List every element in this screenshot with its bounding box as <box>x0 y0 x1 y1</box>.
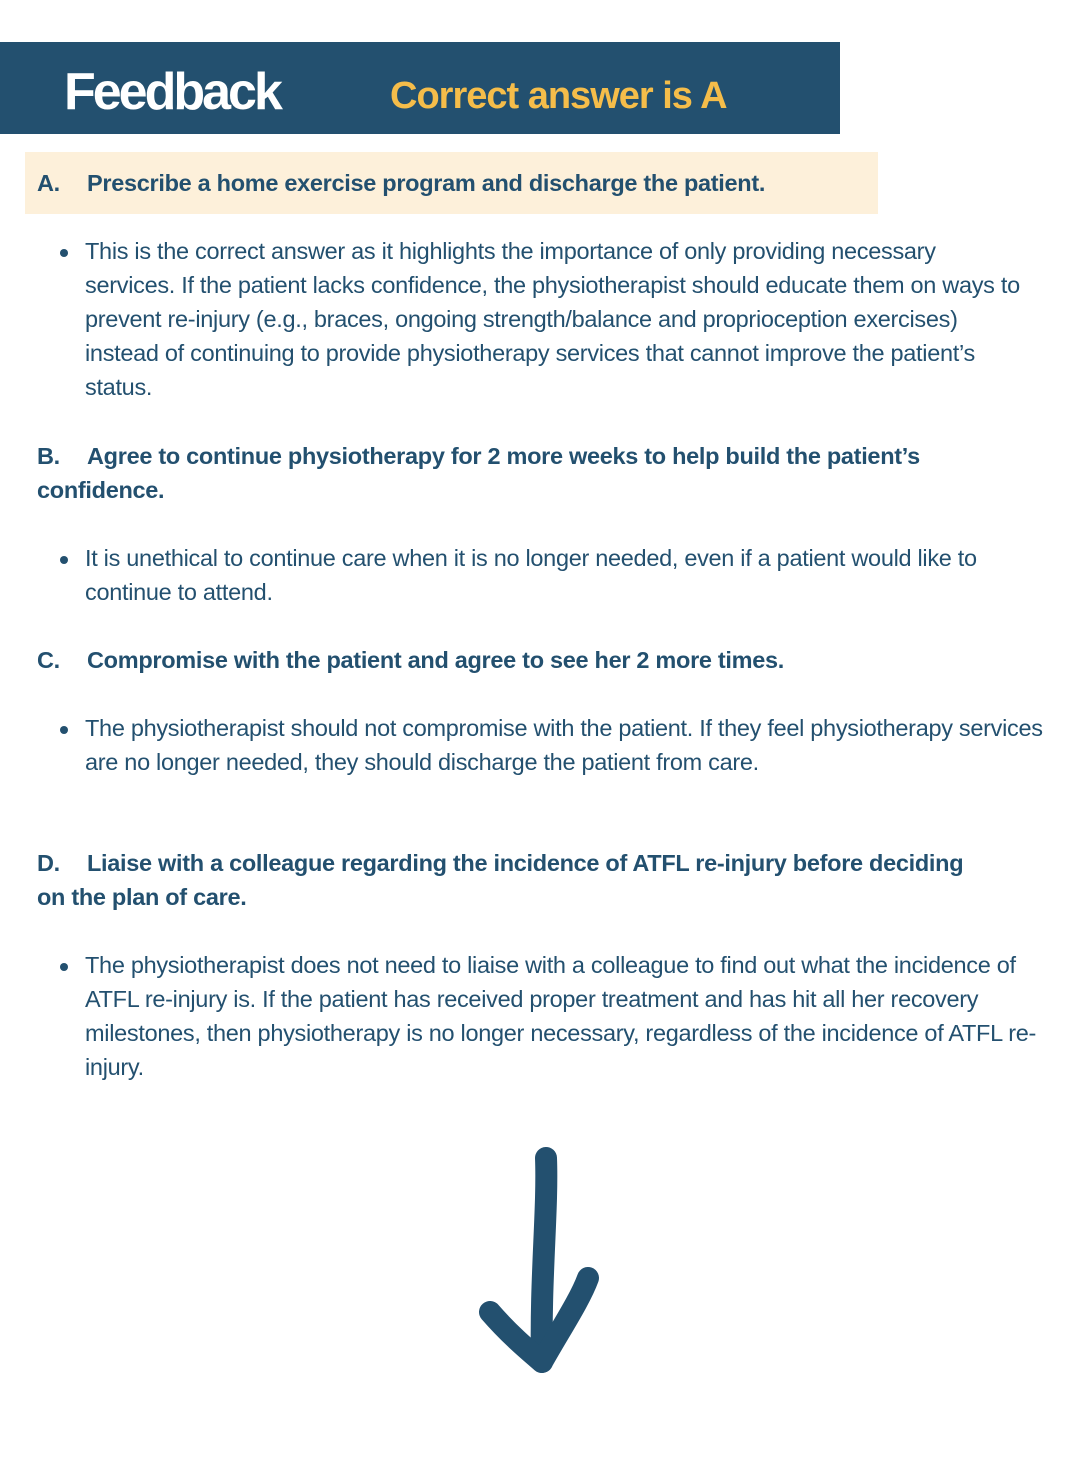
option-letter: D. <box>37 850 60 876</box>
option-c <box>37 643 1037 677</box>
option-b-feedback: It is unethical to continue care when it is no longer needed, even if a patient would like to continue to attend. <box>85 541 1005 609</box>
option-text: Agree to continue physiotherapy for 2 more weeks to help build the patient’s confidence. <box>37 443 920 503</box>
option-d-feedback: The physiotherapist does not need to liaise with a colleague to find out what the incidence of ATFL re-injury is. If the patient has received proper treatment and has hit all her recovery milestones, then physiotherapy is no longer necessary, regardless of the incidence of ATFL re-injury. <box>85 948 1053 1084</box>
option-letter: C. <box>37 647 60 673</box>
option-a <box>37 166 897 200</box>
option-text: Compromise with the patient and agree to see her 2 more times. <box>87 647 785 673</box>
option-letter: B. <box>37 443 60 469</box>
option-c-feedback: The physiotherapist should not compromise with the patient. If they feel physiotherapy services are no longer needed, they should discharge the patient from care. <box>85 711 1050 779</box>
option-letter: A. <box>37 170 60 196</box>
option-a-feedback: This is the correct answer as it highlights the importance of only providing necessary services. If the patient lacks confidence, the physiotherapist should educate them on ways to prevent re-injury (e.g., braces, ongoing strength/balance and proprioception exercises) instead of continuing to provide physiotherapy services that cannot improve the patient’s status. <box>85 234 1020 404</box>
option-d <box>37 846 987 914</box>
correct-answer-label: Correct answer is A <box>390 75 727 117</box>
option-text: Liaise with a colleague regarding the incidence of ATFL re-injury before deciding on the plan of care. <box>37 850 964 910</box>
option-b <box>37 439 1049 507</box>
down-arrow-icon <box>470 1140 610 1390</box>
option-text: Prescribe a home exercise program and discharge the patient. <box>87 170 766 196</box>
page-title: Feedback <box>64 63 280 121</box>
